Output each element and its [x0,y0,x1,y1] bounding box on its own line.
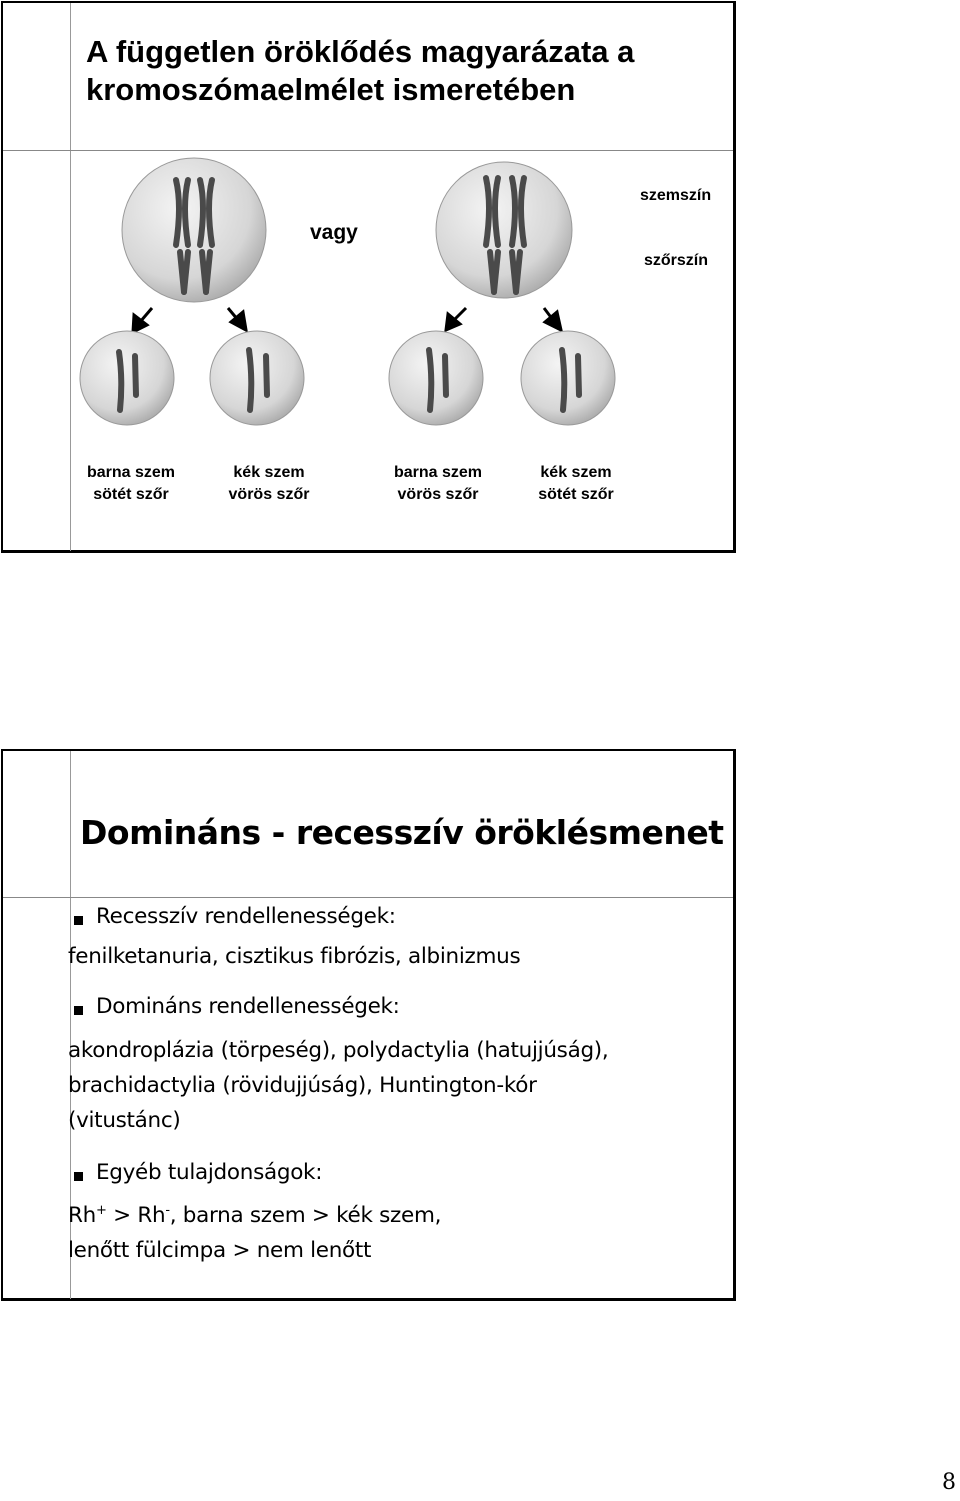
gamete-label-4 [517,462,635,506]
recessive-list: fenilketanuria, cisztikus fibrózis, albinizmus [68,944,521,969]
rh-text-2: > Rh [106,1203,166,1229]
dominant-list-line-1: akondroplázia (törpeség), polydactylia (hatujjúság), [68,1038,609,1063]
slide1-title: A független öröklődés magyarázata a kromoszómaelmélet ismeretében [86,34,635,107]
rh-text: Rh [68,1203,96,1229]
rh-text-3: , barna szem > kék szem, [169,1203,442,1229]
parent-cell-left [122,158,266,302]
parent-cell-right [436,162,572,298]
rh-plus: + [95,1203,107,1218]
legend-hair-color: szőrszín [644,252,709,269]
gamete-label-3-eye: barna szem [393,464,483,481]
gamete-label-2 [210,462,328,506]
rh-minus: - [165,1203,170,1218]
gamete-label-4-eye: kék szem [540,464,612,481]
legend-eye-color: szemszín [640,187,712,204]
slide2-title: Domináns - recesszív öröklésmenet [80,813,724,852]
bullet-square-icon [74,1006,83,1015]
gamete-label-2-hair: vörös szőr [228,486,310,503]
gamete-label-4-hair: sötét szőr [538,486,614,503]
gamete-label-1-hair: sötét szőr [93,486,169,503]
recessive-heading: Recesszív rendellenességek: [96,904,396,929]
page-number: 8 [942,1470,956,1495]
gamete-label-3-hair: vörös szőr [397,486,479,503]
gamete-cells [80,331,615,425]
dominant-list-line-2: brachidactylia (rövidujjúság), Huntington-kór [68,1073,537,1098]
gamete-label-1-eye: barna szem [86,464,176,481]
slide2-title-divider [3,897,733,898]
or-label: vagy [310,221,358,244]
dominant-heading: Domináns rendellenességek: [96,994,400,1019]
rh-line [68,1203,441,1228]
earlobe-line: lenőtt fülcimpa > nem lenőtt [68,1238,372,1263]
gamete-label-1 [72,462,190,506]
division-arrows [133,308,561,332]
gamete-label-3 [378,462,498,506]
bullet-square-icon [74,1172,83,1181]
bullet-square-icon [74,916,83,925]
other-heading: Egyéb tulajdonságok: [96,1160,323,1185]
dominant-list-line-3: (vitustánc) [68,1108,181,1133]
gamete-label-2-eye: kék szem [233,464,305,481]
